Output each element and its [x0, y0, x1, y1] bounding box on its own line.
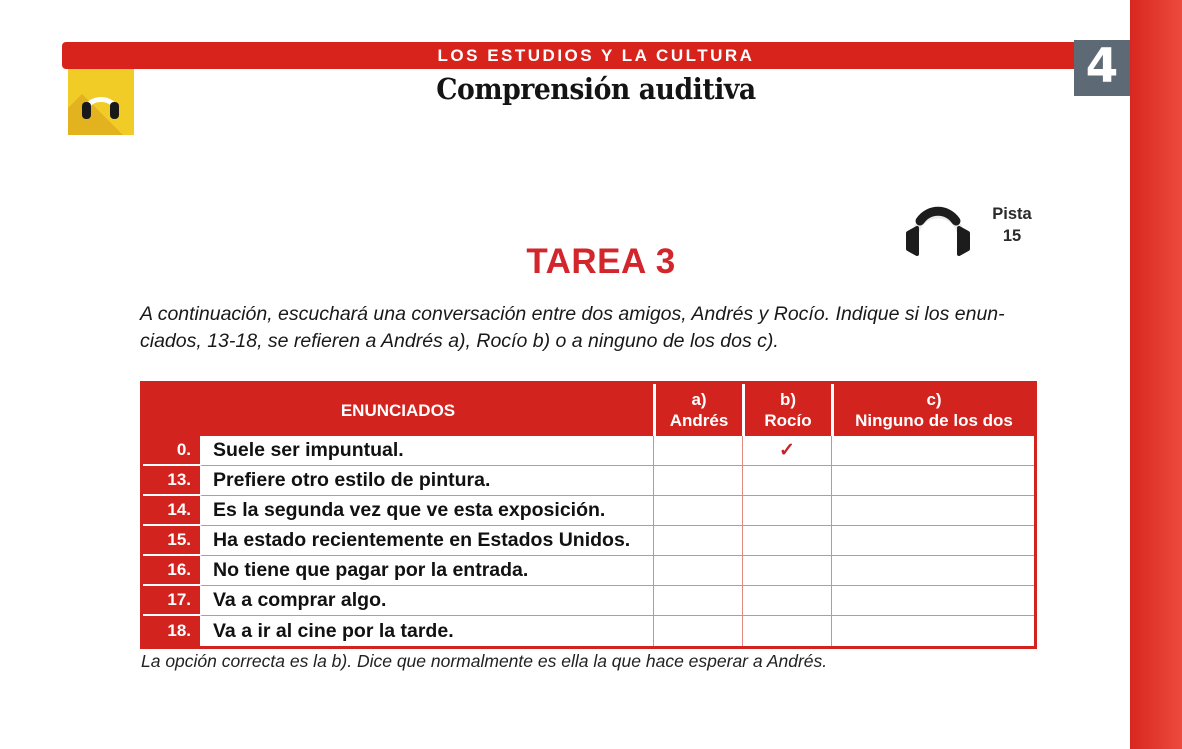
answer-cell-a [653, 466, 742, 496]
row-statement: Suele ser impuntual. [200, 436, 653, 466]
row-statement: Es la segunda vez que ve esta exposición. [200, 496, 653, 526]
header-option-b: b) Rocío [742, 384, 831, 436]
answer-cell-b [742, 586, 831, 616]
table-row [143, 556, 1034, 586]
row-number: 14. [143, 496, 200, 526]
section-title: Comprensión auditiva [436, 72, 756, 106]
answer-explanation-note: La opción correcta es la b). Dice que normalmente es ella la que hace esperar a Andrés. [141, 651, 828, 671]
row-statement: Prefiere otro estilo de pintura. [200, 466, 653, 496]
row-statement: Va a comprar algo. [200, 586, 653, 616]
table-row [143, 526, 1034, 556]
chapter-banner-label: LOS ESTUDIOS Y LA CULTURA [437, 45, 755, 65]
answer-cell-a [653, 436, 742, 466]
chapter-number-badge: 4 [1074, 40, 1130, 96]
header-option-a: a) Andrés [653, 384, 742, 436]
row-number: 16. [143, 556, 200, 586]
answer-cell-c [831, 436, 1034, 466]
answer-cell-b [742, 496, 831, 526]
header-option-c: c) Ninguno de los dos [831, 384, 1034, 436]
row-number: 13. [143, 466, 200, 496]
page-edge-red-bar [1130, 0, 1182, 749]
answer-cell-c [831, 556, 1034, 586]
audio-track-number: 15 [1002, 227, 1022, 245]
answer-cell-a [653, 616, 742, 646]
task-instructions [140, 301, 1120, 355]
answer-cell-b [742, 616, 831, 646]
row-number: 18. [143, 616, 200, 646]
instructions-line-2: ciados, 13-18, se refieren a Andrés a), Rocío b) o a ninguno de los dos c). [140, 330, 779, 352]
task-title: TAREA 3 [526, 242, 676, 281]
answer-cell-b [742, 466, 831, 496]
answer-cell-c [831, 496, 1034, 526]
table-row [143, 586, 1034, 616]
answer-cell-a [653, 496, 742, 526]
audio-track-label [977, 203, 1047, 247]
instructions-line-1: A continuación, escuchará una conversación entre dos amigos, Andrés y Rocío. Indique si los enun- [140, 303, 1005, 325]
answer-cell-c [831, 526, 1034, 556]
answer-cell-b [742, 556, 831, 586]
answer-cell-c [831, 466, 1034, 496]
row-statement: Ha estado recientemente en Estados Unidos. [200, 526, 653, 556]
row-number: 15. [143, 526, 200, 556]
answer-cell-a [653, 526, 742, 556]
answer-cell-a [653, 586, 742, 616]
answer-cell-b-checkmark: ✓ [742, 436, 831, 466]
table-row [143, 466, 1034, 496]
table-row [143, 436, 1034, 466]
row-statement: No tiene que pagar por la entrada. [200, 556, 653, 586]
header-statements: ENUNCIADOS [340, 400, 456, 420]
answer-cell-a [653, 556, 742, 586]
audio-track-word: Pista [992, 205, 1032, 223]
row-number: 17. [143, 586, 200, 616]
table-row [143, 496, 1034, 526]
table-row [143, 616, 1034, 646]
table-header-row [143, 384, 1034, 436]
answer-cell-c [831, 616, 1034, 646]
statements-answer-table [140, 381, 1037, 649]
row-number: 0. [143, 436, 200, 466]
answer-cell-b [742, 526, 831, 556]
row-statement: Va a ir al cine por la tarde. [200, 616, 653, 646]
answer-cell-c [831, 586, 1034, 616]
chapter-banner [62, 42, 1130, 69]
